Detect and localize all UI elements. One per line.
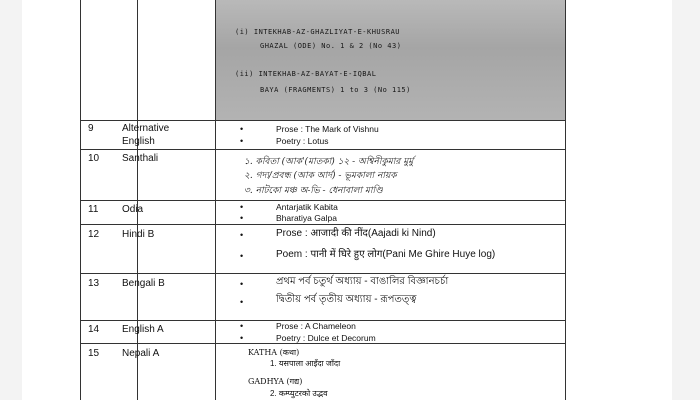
bullet: • — [240, 251, 244, 261]
syllabus-item: প্রথম পর্ব চতুর্থ অধ্যায় - বাঙালির বিজ্ঞানচর্চা — [276, 276, 449, 287]
row-subject: Nepali A — [122, 348, 160, 359]
bullet: • — [240, 136, 244, 146]
syllabus-item: Prose : The Mark of Vishnu — [276, 124, 379, 134]
photo-note: (i) INTEKHAB-AZ-GHAZLIYAT-E-KHUSRAU — [235, 28, 401, 36]
row-subject: Bengali B — [122, 278, 165, 289]
syllabus-item: দ্বিতীয় পর্ব তৃতীয় অধ্যায় - রূপতত্ত্ব — [276, 294, 417, 305]
row-subject: English A — [122, 324, 164, 335]
photo-note: (ii) INTEKHAB-AZ-BAYAT-E-IQBAL — [235, 70, 377, 78]
row-number: 11 — [88, 204, 99, 215]
bullet: • — [240, 202, 244, 212]
handwritten-photo — [215, 0, 565, 120]
bullet: • — [240, 213, 244, 223]
row-number: 15 — [88, 348, 100, 359]
section-heading: GADHYA (गद्य) — [248, 377, 303, 386]
handwritten-line: ১. কবিতা (আক'(মাতকা) ১২ - অশ্বিনীকুমার মুর্মু — [244, 157, 414, 167]
syllabus-item: Antarjatik Kabita — [276, 202, 338, 212]
bullet: • — [240, 124, 244, 134]
syllabus-item: Poetry : Lotus — [276, 136, 329, 146]
syllabus-item: 1. यसपाला आइँदा जाँदा — [270, 359, 341, 368]
row-number: 14 — [88, 324, 100, 335]
syllabus-item: Prose : A Chameleon — [276, 321, 356, 331]
photo-note: BAYA (FRAGMENTS) 1 to 3 (No 115) — [260, 86, 411, 94]
syllabus-item: Poem : पानी में घिरे हुए लोग(Pani Me Ghire Huye log) — [276, 249, 496, 260]
syllabus-item: Bharatiya Galpa — [276, 213, 337, 223]
bullet: • — [240, 230, 244, 240]
row-number: 13 — [88, 278, 100, 289]
photo-note: GHAZAL (ODE) No. 1 & 2 (No 43) — [260, 42, 402, 50]
syllabus-item: Poetry : Dulce et Decorum — [276, 333, 376, 343]
bullet: • — [240, 333, 244, 343]
row-number: 12 — [88, 229, 100, 240]
syllabus-item: 2. कम्प्युटरको उद्भव — [270, 389, 328, 398]
row-subject: Hindi B — [122, 229, 155, 240]
handwritten-line: ৩. নাটকো মঞ্চ অ-ভি - ধেনাবালা মাণ্ডি — [244, 186, 383, 196]
syllabus-item: Prose : आजादी की नींद(Aajadi ki Nind) — [276, 228, 436, 239]
section-heading: KATHA (कथा) — [248, 348, 300, 357]
row-number: 10 — [88, 153, 100, 164]
bullet: • — [240, 279, 244, 289]
handwritten-line: ২. গদ্য/প্রবন্ধ (আক আর্দ) - ভূমকালা নায়ক — [244, 171, 397, 181]
document-page — [22, 0, 672, 400]
row-subject: Alternative English — [122, 123, 170, 147]
row-subject: Santhali — [122, 153, 159, 164]
row-number: 9 — [88, 123, 94, 134]
row-subject: Odia — [122, 204, 144, 215]
bullet: • — [240, 321, 244, 331]
bullet: • — [240, 297, 244, 307]
